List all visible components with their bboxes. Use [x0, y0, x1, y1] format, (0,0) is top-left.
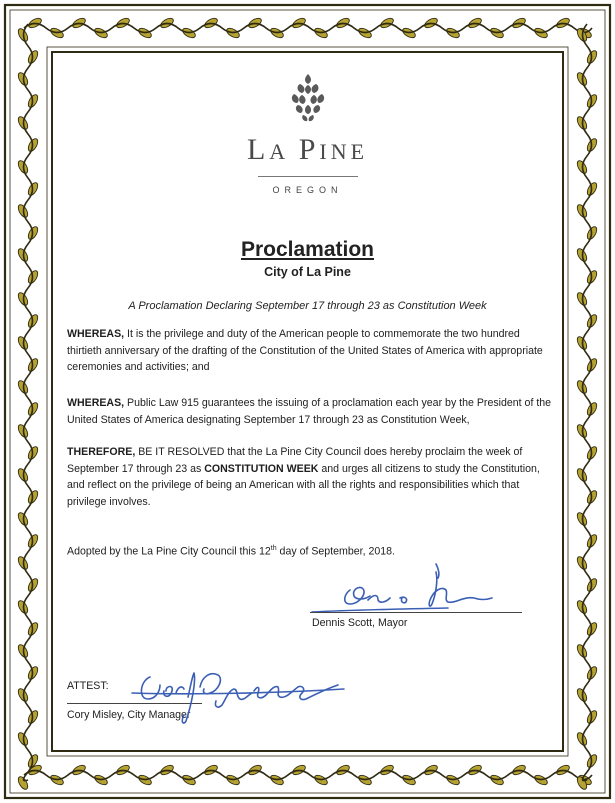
city-manager-name: Cory Misley, City Manager [67, 709, 191, 721]
city-manager-signature [130, 663, 345, 731]
city-logo-title: LA PINE [246, 133, 369, 166]
mayor-signature [308, 560, 498, 614]
mayor-signature-line [310, 612, 522, 613]
city-logo-subtitle: OREGON [272, 185, 343, 195]
therefore-paragraph: THEREFORE, BE IT RESOLVED that the La Pine City Council does hereby proclaim the week of September 17 through 23 as CONSTITUTION WEEK and urges all citizens to study the Constitution, and reflect on the privilege of being an American with all the rights and responsibilities which that privilege involves. [67, 446, 540, 508]
pinecone-icon [284, 72, 332, 124]
whereas-paragraph-2: WHEREAS, Public Law 915 guarantees the issuing of a proclamation each year by the President of the United States of America designating September 17 through 23 as Constitution Week, [67, 397, 552, 426]
mayor-name: Dennis Scott, Mayor [312, 617, 408, 629]
attest-label: ATTEST: [67, 680, 109, 692]
whereas-paragraph-1: WHEREAS, It is the privilege and duty of the American people to commemorate the two hundred thirtieth anniversary of the drafting of the Constitution of the United States of America with appropriate ceremonies and activities; and [67, 328, 543, 373]
proclamation-tagline: A Proclamation Declaring September 17 through 23 as Constitution Week [128, 300, 487, 312]
document-subtitle: City of La Pine [264, 265, 351, 279]
adoption-statement: Adopted by the La Pine City Council this 12th day of September, 2018. [67, 545, 395, 558]
logo-divider [258, 176, 358, 177]
document-title: Proclamation [240, 238, 375, 261]
